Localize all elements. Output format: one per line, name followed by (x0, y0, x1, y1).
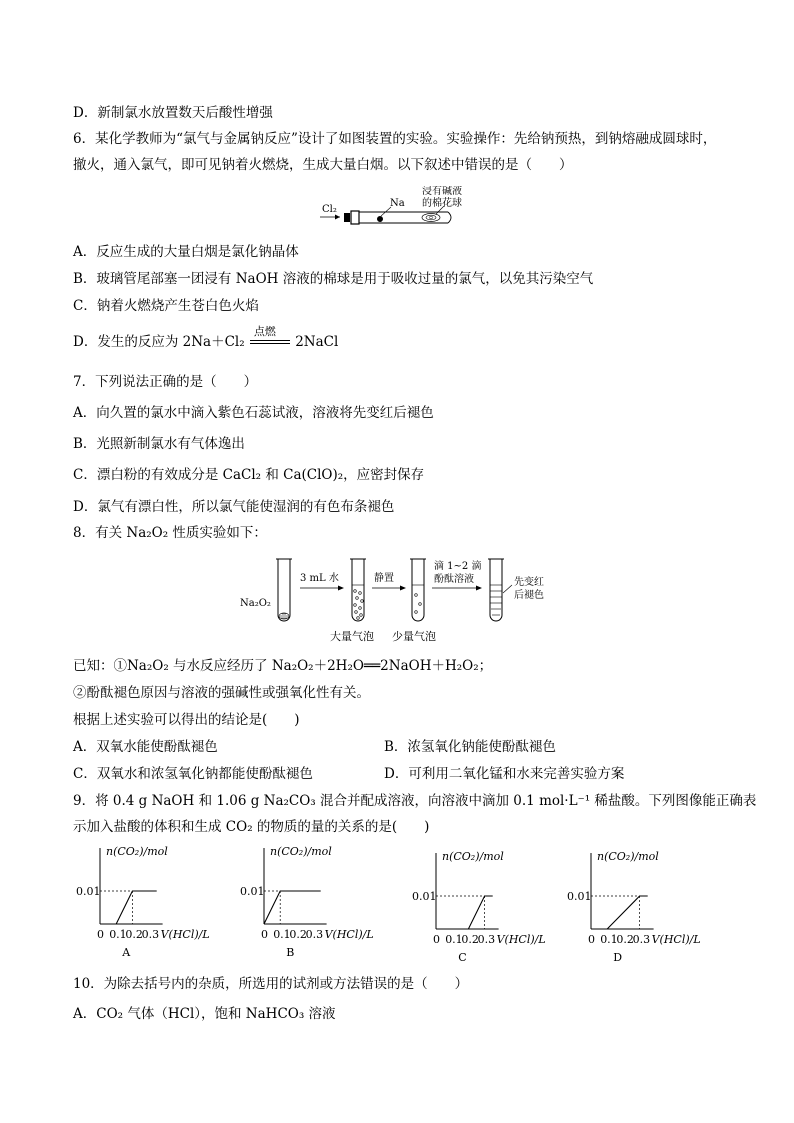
x-tick-label: 0.2 (461, 933, 479, 946)
q8-step1-label: 3 mL 水 (300, 573, 339, 584)
data-line (264, 891, 321, 924)
q8-known-1: 已知：①Na₂O₂ 与水反应经历了 Na₂O₂＋2H₂O══2NaOH＋H₂O₂； (73, 658, 493, 674)
q7-option-c: C．漂白粉的有效成分是 CaCl₂ 和 Ca(ClO)₂，应密封保存 (73, 467, 425, 483)
q8-step3-label-2: 酚酞溶液 (434, 574, 474, 585)
q8-step2-label: 静置 (374, 573, 394, 584)
x-tick-label: 0 (261, 928, 268, 941)
q8-known-2: ②酚酞褪色原因与溶液的强碱性或强氧化性有关。 (73, 685, 370, 701)
q8-reagent-label: Na₂O₂ (240, 598, 271, 609)
graph-label: A (122, 946, 131, 959)
x-axis-label: V(HCl)/L (496, 933, 546, 946)
y-tick-label: 0.01 (412, 890, 437, 903)
graph-label: C (458, 951, 467, 962)
q6-stem-line2: 撤火，通入氯气，即可见钠着火燃烧，生成大量白烟。以下叙述中错误的是（ ） (73, 157, 573, 173)
y-tick-label: 0.01 (76, 885, 101, 898)
x-tick-label: 0.1 (273, 928, 291, 941)
q7-option-a: A．向久置的氯水中滴入紫色石蕊试液，溶液将先变红后褪色 (73, 405, 434, 421)
q6-reaction-arrow (249, 325, 291, 351)
q8-option-d: D．可利用二氧化锰和水来完善实验方案 (384, 766, 625, 782)
q8-ask: 根据上述实验可以得出的结论是( ) (73, 712, 300, 728)
data-line (100, 891, 157, 924)
q9-graph-d (567, 847, 727, 962)
q8-result-label-2: 后褪色 (514, 590, 544, 601)
x-tick-label: 0.1 (109, 928, 127, 941)
q6-stem-line1: 6．某化学教师为“氯气与金属钠反应”设计了如图装置的实验。实验操作：先给钠预热，到钠熔融成圆球时， (73, 131, 717, 147)
q9-graph-c (412, 847, 572, 962)
y-tick-label: 0.01 (240, 885, 265, 898)
q6-option-d (73, 325, 339, 351)
x-tick-label: 0.3 (632, 933, 651, 946)
q8-experiment-figure (236, 555, 566, 650)
q6-apparatus-figure (318, 186, 478, 238)
graph-label: B (286, 946, 295, 959)
q9-stem-line1: 9．将 0.4 g NaOH 和 1.06 g Na₂CO₃ 混合并配成溶液，向溶液中滴加 0.1 mol·L⁻¹ 稀盐酸。下列图像能正确表 (73, 793, 757, 809)
q8-result-label-1: 先变红 (514, 577, 544, 588)
q7-option-d: D．氯气有漂白性，所以氯气能使湿润的有色布条褪色 (73, 499, 395, 515)
q6-cotton-label-2: 的棉花球 (422, 198, 462, 209)
data-line (436, 896, 493, 929)
q10-stem: 10．为除去括号内的杂质，所选用的试剂或方法错误的是（ ） (73, 976, 469, 992)
q6-reaction-condition: 点燃 (253, 325, 276, 338)
x-tick-label: 0 (433, 933, 440, 946)
y-axis-label: n(CO₂)/mol (270, 845, 332, 858)
q8-option-a: A．双氧水能使酚酞褪色 (73, 739, 218, 755)
y-axis-label: n(CO₂)/mol (597, 850, 659, 863)
x-tick-label: 0.2 (289, 928, 307, 941)
q8-option-b: B．浓氢氧化钠能使酚酞褪色 (384, 739, 556, 755)
x-axis-label: V(HCl)/L (651, 933, 701, 946)
x-tick-label: 0.3 (477, 933, 496, 946)
x-tick-label: 0.2 (125, 928, 143, 941)
q8-observation-2: 少量气泡 (392, 630, 436, 643)
q6-option-d-reactants: D．发生的反应为 2Na＋Cl₂ (73, 334, 245, 350)
q9-stem-line2: 示加入盐酸的体积和生成 CO₂ 的物质的量的关系的是( ) (73, 819, 430, 835)
q6-option-b: B．玻璃管尾部塞一团浸有 NaOH 溶液的棉球是用于吸收过量的氯气，以免其污染空气 (73, 271, 594, 287)
q5-option-d: D．新制氯水放置数天后酸性增强 (73, 105, 273, 121)
y-axis-label: n(CO₂)/mol (106, 845, 168, 858)
x-tick-label: 0 (588, 933, 595, 946)
q6-option-d-product: 2NaCl (295, 334, 339, 350)
q9-graph-b (240, 842, 400, 962)
q8-stem: 8．有关 Na₂O₂ 性质实验如下： (73, 525, 267, 541)
q9-graph-a (76, 842, 236, 962)
q8-step3-label-1: 滴 1~2 滴 (434, 561, 482, 572)
x-tick-label: 0 (97, 928, 104, 941)
x-axis-label: V(HCl)/L (160, 928, 210, 941)
x-axis-label: V(HCl)/L (324, 928, 374, 941)
y-tick-label: 0.01 (567, 890, 592, 903)
q6-gas-label: Cl₂ (322, 204, 337, 215)
q8-option-c: C．双氧水和浓氢氧化钠都能使酚酞褪色 (73, 766, 313, 782)
x-tick-label: 0.2 (616, 933, 634, 946)
q6-na-label: Na (390, 198, 405, 209)
q8-observation-1: 大量气泡 (330, 630, 374, 643)
x-tick-label: 0.1 (600, 933, 618, 946)
q6-option-a: A．反应生成的大量白烟是氯化钠晶体 (73, 244, 299, 260)
q7-stem: 7．下列说法正确的是（ ） (73, 374, 258, 390)
x-tick-label: 0.3 (141, 928, 160, 941)
q7-option-b: B．光照新制氯水有气体逸出 (73, 436, 245, 452)
q6-option-c: C．钠着火燃烧产生苍白色火焰 (73, 298, 259, 314)
graph-label: D (613, 951, 623, 962)
q10-option-a: A．CO₂ 气体（HCl），饱和 NaHCO₃ 溶液 (73, 1006, 336, 1022)
y-axis-label: n(CO₂)/mol (442, 850, 504, 863)
data-line (591, 896, 648, 929)
x-tick-label: 0.3 (305, 928, 324, 941)
q6-cotton-label-1: 浸有碱液 (422, 186, 462, 197)
x-tick-label: 0.1 (445, 933, 463, 946)
